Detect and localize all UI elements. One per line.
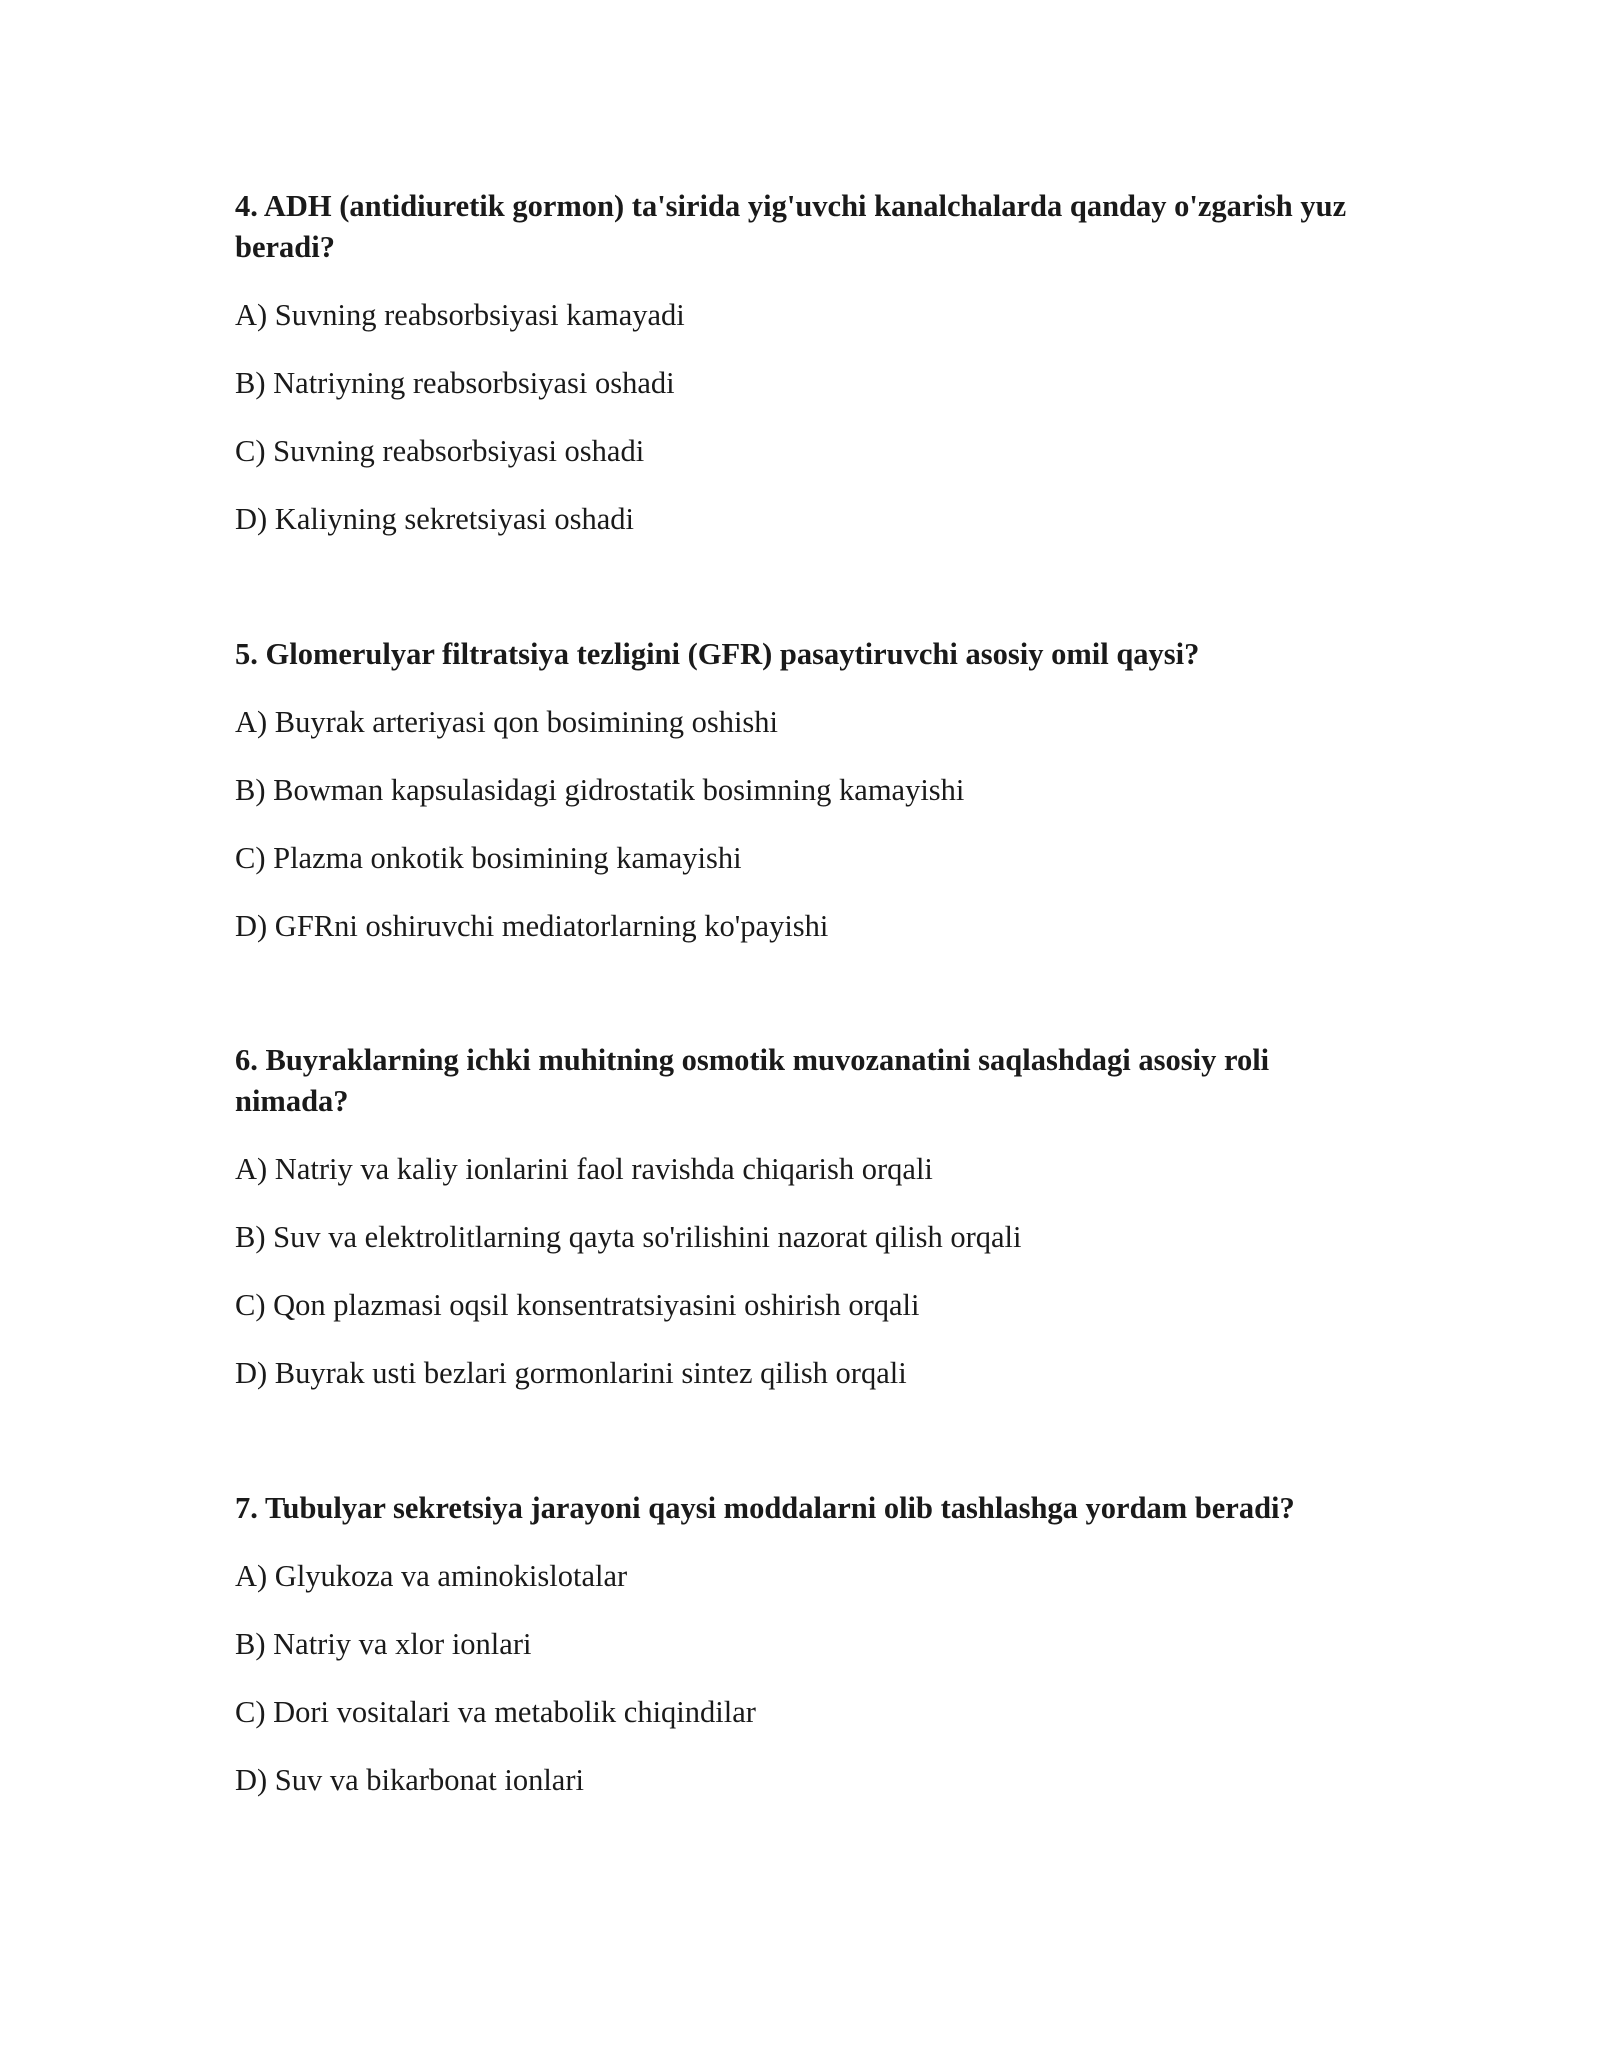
question-6-text: 6. Buyraklarning ichki muhitning osmotik muvozanatini saqlashdagi asosiy roli nimada? — [235, 1043, 1270, 1118]
question-5-option-b: B) Bowman kapsulasidagi gidrostatik bosimning kamayishi — [235, 773, 965, 807]
question-7-option-c: C) Dori vositalari va metabolik chiqindilar — [235, 1695, 756, 1729]
question-7-option-b: B) Natriy va xlor ionlari — [235, 1627, 532, 1661]
question-5-option-a: A) Buyrak arteriyasi qon bosimining oshishi — [235, 705, 779, 739]
question-4-option-b: B) Natriyning reabsorbsiyasi oshadi — [235, 366, 675, 400]
question-6-option-b: B) Suv va elektrolitlarning qayta so'rilishini nazorat qilish orqali — [235, 1220, 1022, 1254]
question-5-option-c: C) Plazma onkotik bosimining kamayishi — [235, 841, 742, 875]
question-7-text: 7. Tubulyar sekretsiya jarayoni qaysi moddalarni olib tashlashga yordam beradi? — [235, 1491, 1295, 1525]
question-6 — [235, 1040, 1375, 1393]
question-4-option-d: D) Kaliyning sekretsiyasi oshadi — [235, 502, 634, 536]
question-4 — [235, 186, 1375, 539]
question-7-option-d: D) Suv va bikarbonat ionlari — [235, 1763, 584, 1797]
question-5 — [235, 634, 1375, 946]
question-4-text: 4. ADH (antidiuretik gormon) ta'sirida yig'uvchi kanalchalarda qanday o'zgarish yuz beradi? — [235, 189, 1347, 264]
question-7 — [235, 1488, 1375, 1800]
question-7-option-a: A) Glyukoza va aminokislotalar — [235, 1559, 628, 1593]
question-5-text: 5. Glomerulyar filtratsiya tezligini (GFR) pasaytiruvchi asosiy omil qaysi? — [235, 637, 1200, 671]
question-5-option-d: D) GFRni oshiruvchi mediatorlarning ko'payishi — [235, 909, 829, 943]
question-6-option-d: D) Buyrak usti bezlari gormonlarini sintez qilish orqali — [235, 1356, 907, 1390]
question-6-option-a: A) Natriy va kaliy ionlarini faol ravishda chiqarish orqali — [235, 1152, 933, 1186]
question-4-option-a: A) Suvning reabsorbsiyasi kamayadi — [235, 298, 685, 332]
question-4-option-c: C) Suvning reabsorbsiyasi oshadi — [235, 434, 645, 468]
question-6-option-c: C) Qon plazmasi oqsil konsentratsiyasini oshirish orqali — [235, 1288, 920, 1322]
